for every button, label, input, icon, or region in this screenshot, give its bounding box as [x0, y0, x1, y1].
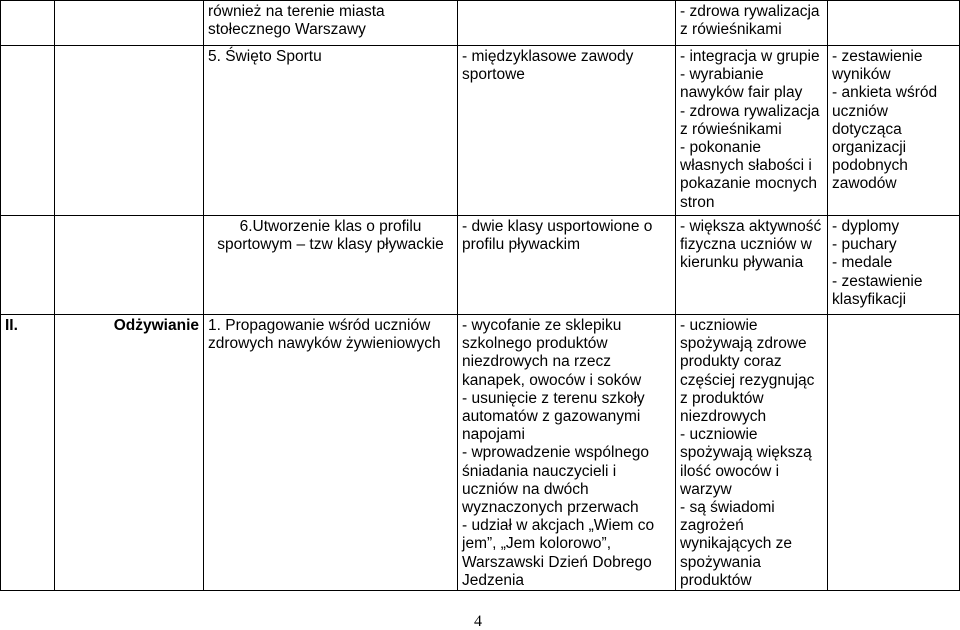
table-row — [1, 46, 960, 216]
area-cell — [55, 216, 204, 315]
evaluation-cell: - dyplomy - puchary - medale - zestawienie klasyfikacji — [828, 216, 960, 315]
page-number: 4 — [474, 613, 482, 630]
table-row — [1, 216, 960, 315]
area-cell — [55, 46, 204, 216]
area-cell: Odżywianie — [55, 315, 204, 591]
result-cell: - integracja w grupie - wyrabianie nawyków fair play - zdrowa rywalizacja z rówieśnikami - pokonanie własnych słabości i pokazanie mocnych stron — [676, 46, 828, 216]
action-cell: - dwie klasy usportowione o profilu pływackim — [458, 216, 676, 315]
task-cell: 5. Święto Sportu — [204, 46, 458, 216]
area-cell — [55, 1, 204, 46]
result-cell: - uczniowie spożywają zdrowe produkty coraz częściej rezygnując z produktów niezdrowych - uczniowie spożywają większą ilość owoców i warzyw - są świadomi zagrożeń wynikających ze spożywania produktów — [676, 315, 828, 591]
action-cell: - wycofanie ze sklepiku szkolnego produktów niezdrowych na rzecz kanapek, owoców i soków - usunięcie z terenu szkoły automatów z gazowanymi napojami - wprowadzenie wspólnego śniadania nauczycieli i uczniów na dwóch wyznaczonych przerwach - udział w akcjach „Wiem co jem”, „Jem kolorowo”, Warszawski Dzień Dobrego Jedzenia — [458, 315, 676, 591]
number-cell — [1, 216, 55, 315]
task-cell: również na terenie miasta stołecznego Warszawy — [204, 1, 458, 46]
number-cell — [1, 46, 55, 216]
table-row — [1, 1, 960, 46]
evaluation-cell — [828, 1, 960, 46]
number-cell: II. — [1, 315, 55, 591]
table-row — [1, 315, 960, 591]
task-cell: 1. Propagowanie wśród uczniów zdrowych nawyków żywieniowych — [204, 315, 458, 591]
evaluation-cell — [828, 315, 960, 591]
evaluation-cell: - zestawienie wyników - ankieta wśród uczniów dotycząca organizacji podobnych zawodów — [828, 46, 960, 216]
result-cell: - zdrowa rywalizacja z rówieśnikami — [676, 1, 828, 46]
number-cell — [1, 1, 55, 46]
action-cell — [458, 1, 676, 46]
action-cell: - międzyklasowe zawody sportowe — [458, 46, 676, 216]
result-cell: - większa aktywność fizyczna uczniów w kierunku pływania — [676, 216, 828, 315]
task-cell: 6.Utworzenie klas o profilu sportowym – tzw klasy pływackie — [204, 216, 458, 315]
